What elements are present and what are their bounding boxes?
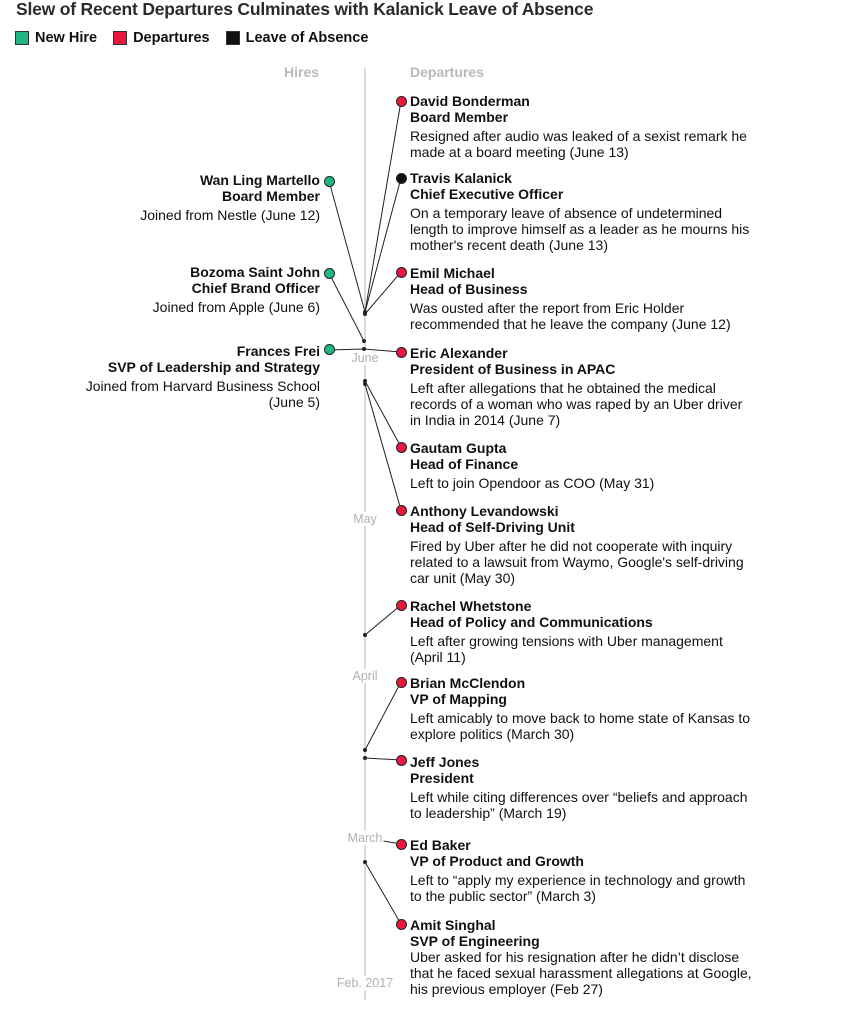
departure-entry (410, 93, 755, 160)
person-role: Head of Policy and Communications (410, 614, 653, 630)
person-description: Resigned after audio was leaked of a sexist remark he made at a board meeting (June 13) (410, 128, 747, 160)
date-node-march19 (363, 756, 367, 760)
person-role: Board Member (221, 188, 320, 204)
person-name: Jeff Jones (410, 754, 480, 770)
person-name: Gautam Gupta (410, 440, 507, 456)
hire-entry (0, 172, 320, 223)
date-node-march30 (363, 748, 367, 752)
person-role: Head of Business (410, 281, 528, 297)
departure-marker (396, 347, 407, 358)
person-role: SVP of Engineering (410, 933, 540, 949)
connector-bonderman (365, 101, 401, 312)
departure-entry (410, 917, 760, 997)
person-description: Uber asked for his resignation after he didn’t disclose that he faced sexual harassment allegations at Google, his previous employer (Feb 27) (410, 949, 752, 997)
departure-entry (410, 170, 755, 253)
departure-entry (410, 754, 755, 821)
legend-label: Departures (133, 30, 210, 46)
person-role: SVP of Leadership and Strategy (107, 359, 320, 375)
person-description: Left amicably to move back to home state of Kansas to explore politics (March 30) (410, 710, 751, 742)
date-node-june6 (362, 339, 366, 343)
person-description: Left to join Opendoor as COO (May 31) (410, 475, 655, 491)
departure-marker (396, 442, 407, 453)
new-hire-marker (324, 176, 335, 187)
month-label-feb-2017: Feb. 2017 (336, 976, 394, 990)
person-description: Left after growing tensions with Uber management (April 11) (410, 633, 723, 665)
date-node-feb27 (363, 860, 367, 864)
month-label-may: May (353, 512, 377, 526)
date-node-june12 (363, 312, 367, 316)
connector-mcclendon (365, 682, 401, 750)
person-role: President (410, 770, 474, 786)
departure-marker (396, 267, 407, 278)
person-description: Joined from Apple (June 6) (152, 299, 320, 315)
departure-marker (396, 755, 407, 766)
person-name: Travis Kalanick (410, 170, 512, 186)
person-role: Chief Brand Officer (191, 280, 320, 296)
connector-saint-john (329, 273, 364, 341)
departure-entry (410, 598, 755, 665)
person-name: Eric Alexander (410, 345, 508, 361)
date-node-april11 (363, 633, 367, 637)
person-name: Rachel Whetstone (410, 598, 532, 614)
person-name: Bozoma Saint John (190, 264, 320, 280)
departure-entry (410, 837, 755, 904)
person-role: VP of Mapping (410, 691, 507, 707)
new-hire-marker (324, 344, 335, 355)
person-name: Anthony Levandowski (410, 503, 559, 519)
legend-label: New Hire (35, 30, 98, 46)
connector-gupta (365, 381, 401, 447)
person-description: Left while citing differences over “beliefs and approach to leadership” (March 19) (410, 789, 748, 821)
person-description: Left to “apply my experience in technology and growth to the public sector” (March 3) (410, 872, 746, 904)
month-label-june: June (351, 351, 379, 365)
date-node-may30 (363, 382, 367, 386)
departure-marker (396, 839, 407, 850)
month-label-april: April (352, 669, 378, 683)
legend-label: Leave of Absence (245, 30, 369, 46)
connector-martello (329, 181, 365, 312)
departure-marker (396, 677, 407, 688)
person-name: Emil Michael (410, 265, 495, 281)
person-role: President of Business in APAC (410, 361, 616, 377)
leave-of-absence-marker (396, 173, 407, 184)
person-description: Fired by Uber after he did not cooperate with inquiry related to a lawsuit from Waymo, Google's self-driving car unit (May 30) (410, 538, 744, 586)
departure-marker (396, 600, 407, 611)
person-name: Frances Frei (236, 343, 320, 359)
hires-column-header: Hires (284, 64, 320, 80)
departure-marker (396, 919, 407, 930)
person-description: Joined from Nestle (June 12) (140, 207, 320, 223)
chart-title: Slew of Recent Departures Culminates with Kalanick Leave of Absence (16, 0, 594, 19)
departure-marker (396, 505, 407, 516)
new-hire-marker (324, 268, 335, 279)
person-name: Brian McClendon (410, 675, 526, 691)
departure-marker (396, 96, 407, 107)
person-name: Wan Ling Martello (199, 172, 320, 188)
person-description: Joined from Harvard Business School (June 5) (85, 378, 320, 410)
person-role: Board Member (410, 109, 509, 125)
person-name: Amit Singhal (410, 917, 496, 933)
month-label-march: March (347, 831, 383, 845)
hire-entry (0, 264, 320, 315)
departure-entry (410, 345, 755, 428)
departures-column-header: Departures (410, 64, 484, 80)
person-name: Ed Baker (410, 837, 471, 853)
connector-whetstone (365, 605, 401, 635)
person-role: Chief Executive Officer (410, 186, 564, 202)
person-description: Was ousted after the report from Eric Holder recommended that he leave the company (June 12) (410, 300, 731, 332)
person-role: Head of Finance (410, 456, 519, 472)
departure-entry (410, 503, 755, 586)
connector-singhal (365, 862, 401, 924)
person-description: On a temporary leave of absence of undetermined length to improve himself as a leader as he mourns his mother's recent death (June 13) (410, 205, 750, 253)
departure-entry (410, 265, 755, 332)
person-role: Head of Self-Driving Unit (410, 519, 575, 535)
departure-entry (410, 440, 755, 491)
person-name: David Bonderman (410, 93, 530, 109)
person-description: Left after allegations that he obtained the medical records of a woman who was raped by an Uber driver in India in 2014 (June 7) (410, 380, 743, 428)
connector-kalanick (365, 178, 401, 312)
hire-entry (60, 343, 320, 410)
departure-entry (410, 675, 755, 742)
person-role: VP of Product and Growth (410, 853, 584, 869)
